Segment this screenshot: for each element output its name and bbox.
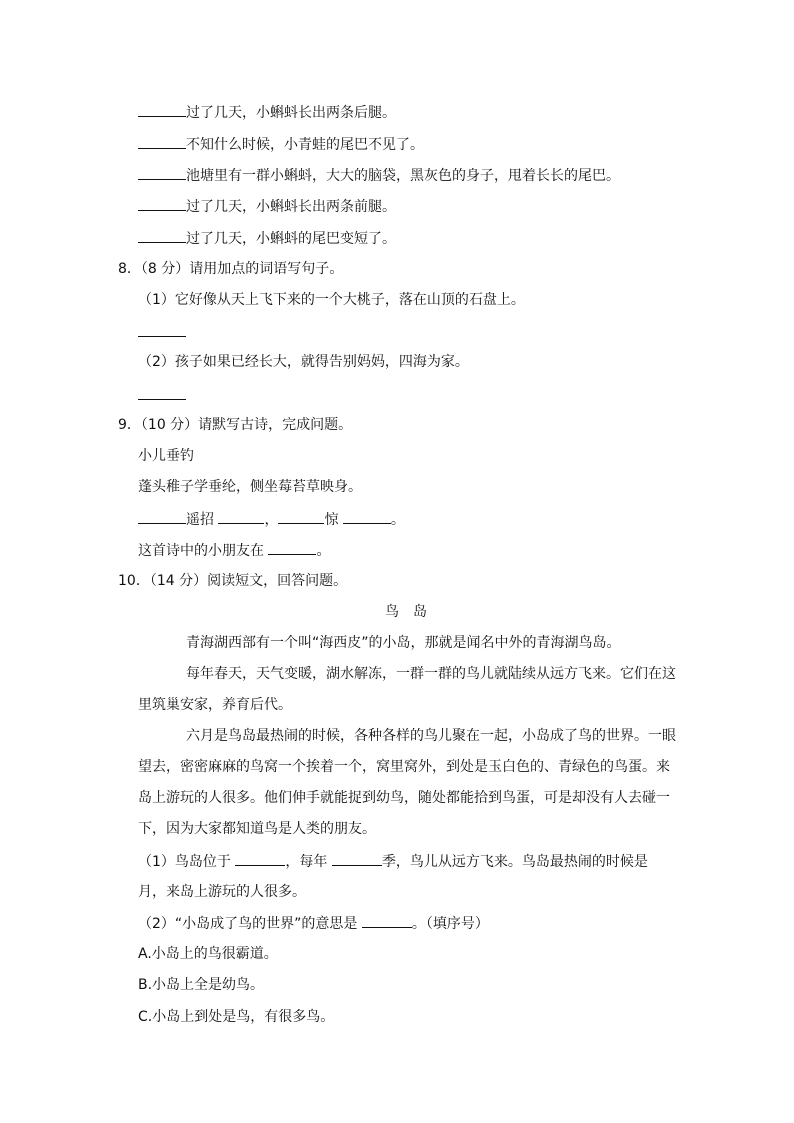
question-text: 季，鸟儿从远方飞来。鸟岛最热闹的时候是 (381, 854, 648, 870)
q9-header: 9．（10 分）请默写古诗，完成问题。 (118, 417, 353, 433)
answer-blank[interactable] (138, 165, 186, 180)
step-3 (138, 165, 620, 186)
answer-blank[interactable] (235, 851, 285, 866)
answer-blank[interactable] (138, 134, 186, 149)
poem-title: 小儿垂钓 (138, 448, 194, 464)
answer-blank[interactable] (278, 509, 324, 524)
q8-header: 8．（8 分）请用加点的词语写句子。 (118, 261, 344, 277)
answer-blank[interactable] (362, 913, 412, 928)
passage-paragraph-2-line-2: 里筑巢安家，养育后代。 (138, 697, 292, 713)
q8-answer-line-1[interactable] (138, 336, 186, 337)
passage-paragraph-3-line-1: 六月是鸟岛最热闹的时候，各种各样的鸟儿聚在一起，小岛成了鸟的世界。一眼 (186, 728, 676, 744)
step-5 (138, 228, 396, 249)
answer-blank[interactable] (138, 196, 186, 211)
step-text: 过了几天，小蝌蚪长出两条前腿。 (186, 199, 396, 215)
step-text: 过了几天，小蝌蚪的尾巴变短了。 (186, 231, 396, 247)
poem-line-2 (138, 509, 405, 530)
option-b[interactable]: B.小岛上全是幼鸟。 (138, 977, 265, 993)
punctuation: 。 (390, 512, 405, 528)
answer-blank[interactable] (138, 509, 186, 524)
passage-paragraph-3-line-2: 望去，密密麻麻的鸟窝一个挨着一个，窝里窝外，到处是玉白色的、青绿色的鸟蛋。来 (138, 759, 670, 775)
passage-paragraph-1: 青海湖西部有一个叫“海西皮”的小岛，那就是闻名中外的青海湖鸟岛。 (186, 635, 621, 651)
answer-blank[interactable] (343, 509, 391, 524)
answer-blank[interactable] (332, 851, 382, 866)
answer-blank[interactable] (138, 102, 186, 117)
answer-blank[interactable] (268, 540, 316, 555)
q10-header: 10．（14 分）阅读短文，回答问题。 (118, 573, 348, 589)
option-c[interactable]: C.小岛上到处是鸟，有很多鸟。 (138, 1009, 335, 1025)
q10-sub-1 (138, 851, 648, 872)
step-text: 过了几天，小蝌蚪长出两条后腿。 (186, 105, 396, 121)
passage-paragraph-2-line-1: 每年春天，天气变暖，湖水解冻，一群一群的鸟儿就陆续从远方飞来。它们在这 (186, 666, 676, 682)
question-text: 。（填序号） (411, 916, 489, 932)
option-a[interactable]: A.小岛上的鸟很霸道。 (138, 946, 278, 962)
q8-sentence-2: （2）孩子如果已经长大，就得告别妈妈，四海为家。 (138, 354, 469, 370)
passage-paragraph-3-line-4: 下，因为大家都知道鸟是人类的朋友。 (138, 821, 376, 837)
q8-sentence-1: （1）它好像从天上飞下来的一个大桃子，落在山顶的石盘上。 (138, 292, 525, 308)
question-text: （2）“小岛成了鸟的世界”的意思是 (138, 916, 358, 932)
question-text: ，每年 (285, 854, 328, 870)
answer-blank[interactable] (138, 228, 186, 243)
q10-sub-1-cont: 月，来岛上游玩的人很多。 (138, 884, 306, 900)
question-text: 这首诗中的小朋友在 (138, 543, 264, 559)
q8-answer-line-2[interactable] (138, 399, 186, 400)
passage-paragraph-3-line-3: 岛上游玩的人很多。他们伸手就能捉到幼鸟，随处都能拾到鸟蛋，可是却没有人去碰一 (138, 790, 670, 806)
punctuation: 。 (316, 543, 331, 559)
step-text: 池塘里有一群小蝌蚪，大大的脑袋，黑灰色的身子，甩着长长的尾巴。 (186, 168, 620, 184)
poem-line-1: 蓬头稚子学垂纶，侧坐莓苔草映身。 (138, 479, 362, 495)
poem-word: 遥招 (186, 512, 214, 528)
poem-word: 惊 (324, 512, 339, 528)
step-2 (138, 134, 424, 155)
q9-question (138, 540, 330, 561)
punctuation: ， (264, 512, 279, 528)
step-4 (138, 196, 396, 217)
question-text: （1）鸟岛位于 (138, 854, 231, 870)
answer-blank[interactable] (218, 509, 264, 524)
passage-title: 鸟 岛 (385, 604, 427, 620)
q10-sub-2 (138, 913, 489, 934)
step-1 (138, 102, 396, 123)
step-text: 不知什么时候，小青蛙的尾巴不见了。 (186, 137, 424, 153)
